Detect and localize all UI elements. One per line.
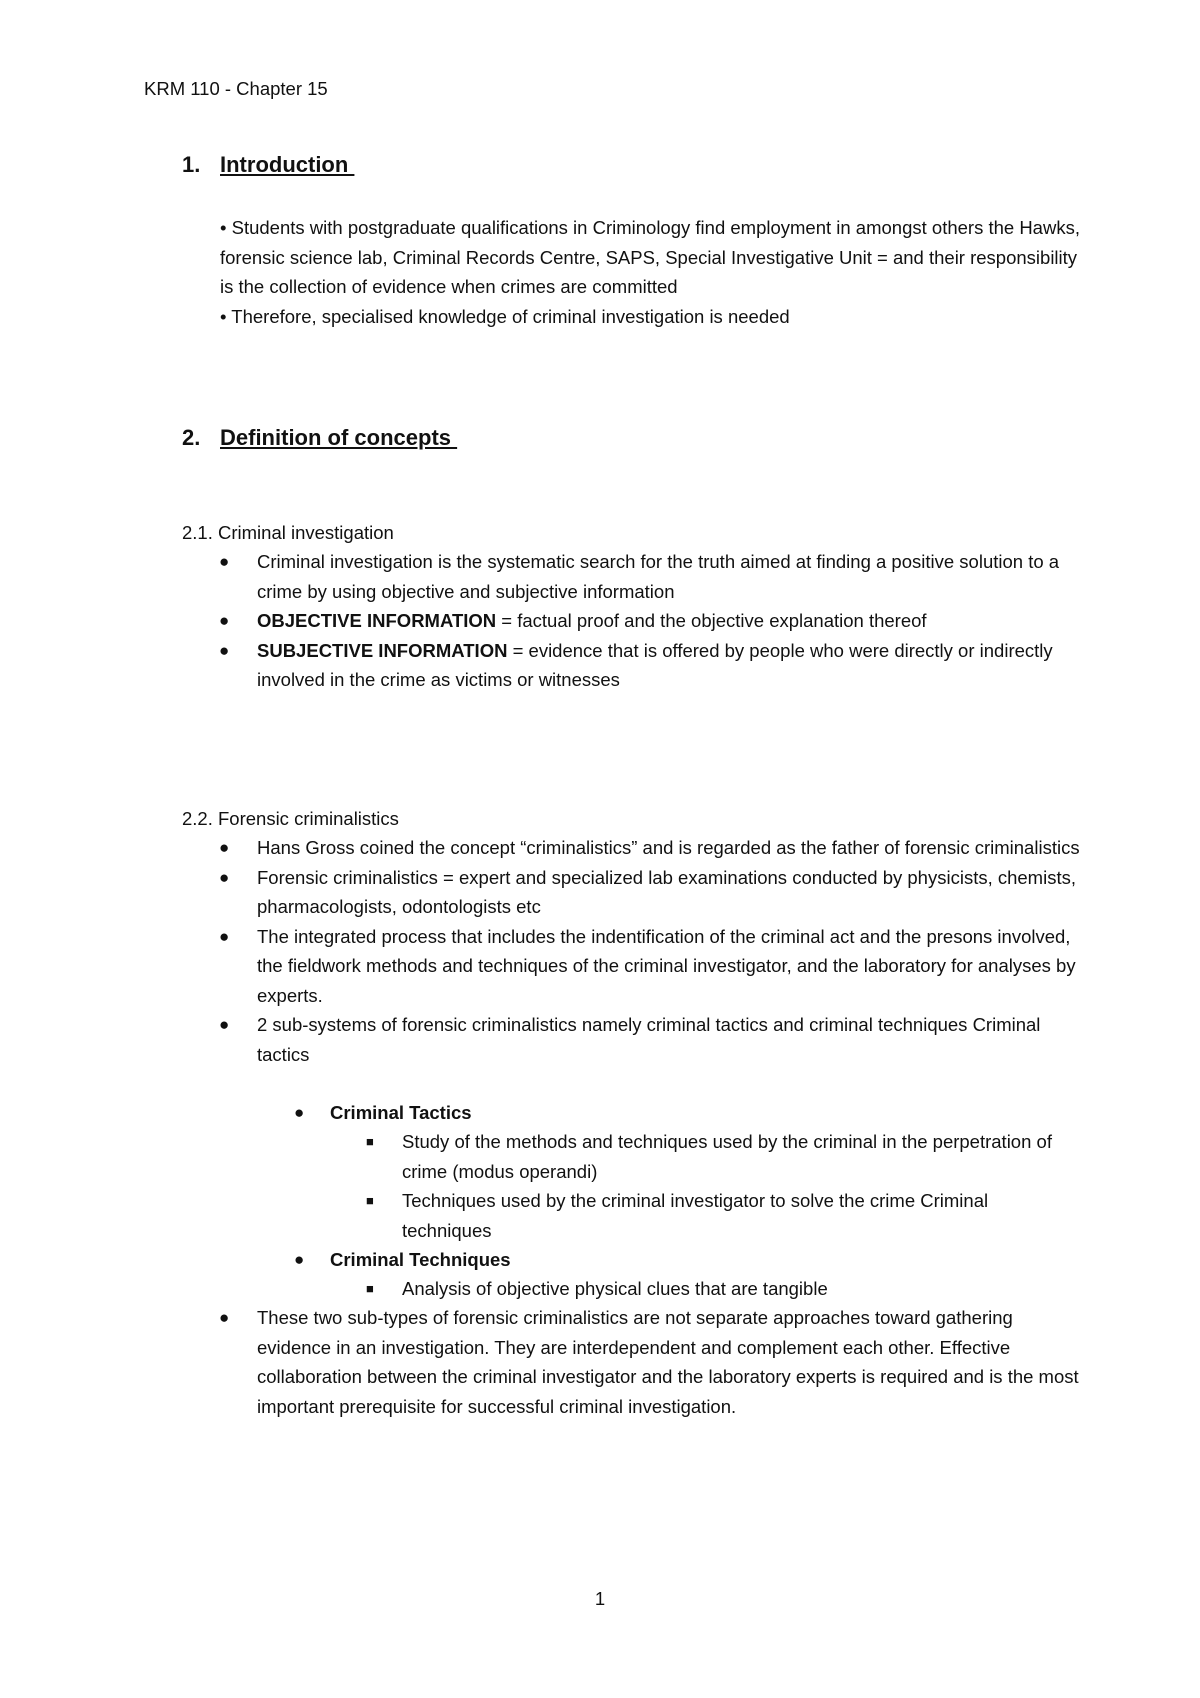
list-item: ● Criminal investigation is the systematic search for the truth aimed at finding a positive solution to a crime by using objective and subjective information [257, 547, 1087, 606]
square-bullet-icon: ■ [366, 1193, 374, 1208]
term-label: SUBJECTIVE INFORMATION [257, 639, 508, 661]
bullet-icon: ● [219, 867, 230, 887]
page-number: 1 [594, 1588, 606, 1609]
bullet-icon: ● [219, 611, 230, 630]
list-item [294, 1098, 1090, 1128]
list-item: ● The integrated process that includes the indentification of the criminal act and the presons involved, the fieldwork methods and techniques of the criminal investigator, and the laboratory for analyses by experts. [257, 922, 1087, 1011]
list-item: ■ Analysis of objective physical clues that are tangible [402, 1274, 1082, 1304]
bullet-icon: ● [219, 838, 230, 857]
square-bullet-icon: ■ [366, 1134, 374, 1149]
list-item: ● Forensic criminalistics = expert and specialized lab examinations conducted by physicists, chemists, pharmacologists, odontologists etc [257, 863, 1087, 922]
section-title: Introduction [220, 152, 355, 177]
criminal-techniques-list [294, 1245, 1090, 1275]
subsection-2-2-list [219, 833, 1087, 1069]
subsection-2-2-closing-list [219, 1303, 1087, 1421]
section-number: 1. [182, 152, 201, 177]
bullet-icon: ● [219, 552, 230, 571]
paragraph-line: • Therefore, specialised knowledge of criminal investigation is needed [220, 305, 790, 327]
square-bullet-icon: ■ [366, 1281, 374, 1296]
bullet-icon: ● [219, 640, 230, 660]
running-header: KRM 110 - Chapter 15 [144, 78, 328, 99]
term-label: Criminal Techniques [330, 1249, 511, 1270]
bullet-icon: ● [294, 1103, 305, 1122]
list-item: ● 2 sub-systems of forensic criminalistics namely criminal tactics and criminal techniques Criminal tactics [257, 1010, 1087, 1069]
criminal-tactics-list [294, 1098, 1090, 1128]
subsection-2-2-heading: 2.2. Forensic criminalistics [182, 808, 399, 829]
section-number: 2. [182, 425, 201, 450]
list-item: ■ Study of the methods and techniques used by the criminal in the perpetration of crime (modus operandi) [402, 1127, 1082, 1186]
subsection-2-1-list [219, 547, 1087, 695]
list-item: ● OBJECTIVE INFORMATION = factual proof and the objective explanation thereof [257, 606, 1087, 636]
subsection-2-1-heading: 2.1. Criminal investigation [182, 522, 394, 543]
list-item: ● SUBJECTIVE INFORMATION = evidence that is offered by people who were directly or indirectly involved in the crime as victims or witnesses [257, 636, 1087, 695]
term-label: Criminal Tactics [330, 1102, 472, 1123]
section-1-body [220, 213, 1080, 331]
list-item: ● Hans Gross coined the concept “criminalistics” and is regarded as the father of forensic criminalistics [257, 833, 1087, 863]
list-item [294, 1245, 1090, 1275]
list-item: ● These two sub-types of forensic criminalistics are not separate approaches toward gathering evidence in an investigation. They are interdependent and complement each other. Effective collaboration between the criminal investigator and the laboratory experts is required and is the most important prerequisite for successful criminal investigation. [257, 1303, 1087, 1421]
bullet-icon: ● [294, 1250, 305, 1269]
paragraph-line: • Students with postgraduate qualifications in Criminology find employment in amongst others the Hawks, forensic science lab, Criminal Records Centre, SAPS, Special Investigative Unit = and their responsibility is the collection of evidence when crimes are committed [220, 217, 1080, 297]
bullet-icon: ● [219, 1308, 230, 1327]
term-label: OBJECTIVE INFORMATION [257, 610, 497, 631]
list-item: ■ Techniques used by the criminal investigator to solve the crime Criminal techniques [402, 1186, 1082, 1245]
bullet-icon: ● [219, 926, 230, 946]
criminal-techniques-items [366, 1274, 1082, 1304]
section-title: Definition of concepts [220, 425, 458, 450]
bullet-icon: ● [219, 1015, 230, 1034]
criminal-tactics-items [366, 1127, 1082, 1245]
